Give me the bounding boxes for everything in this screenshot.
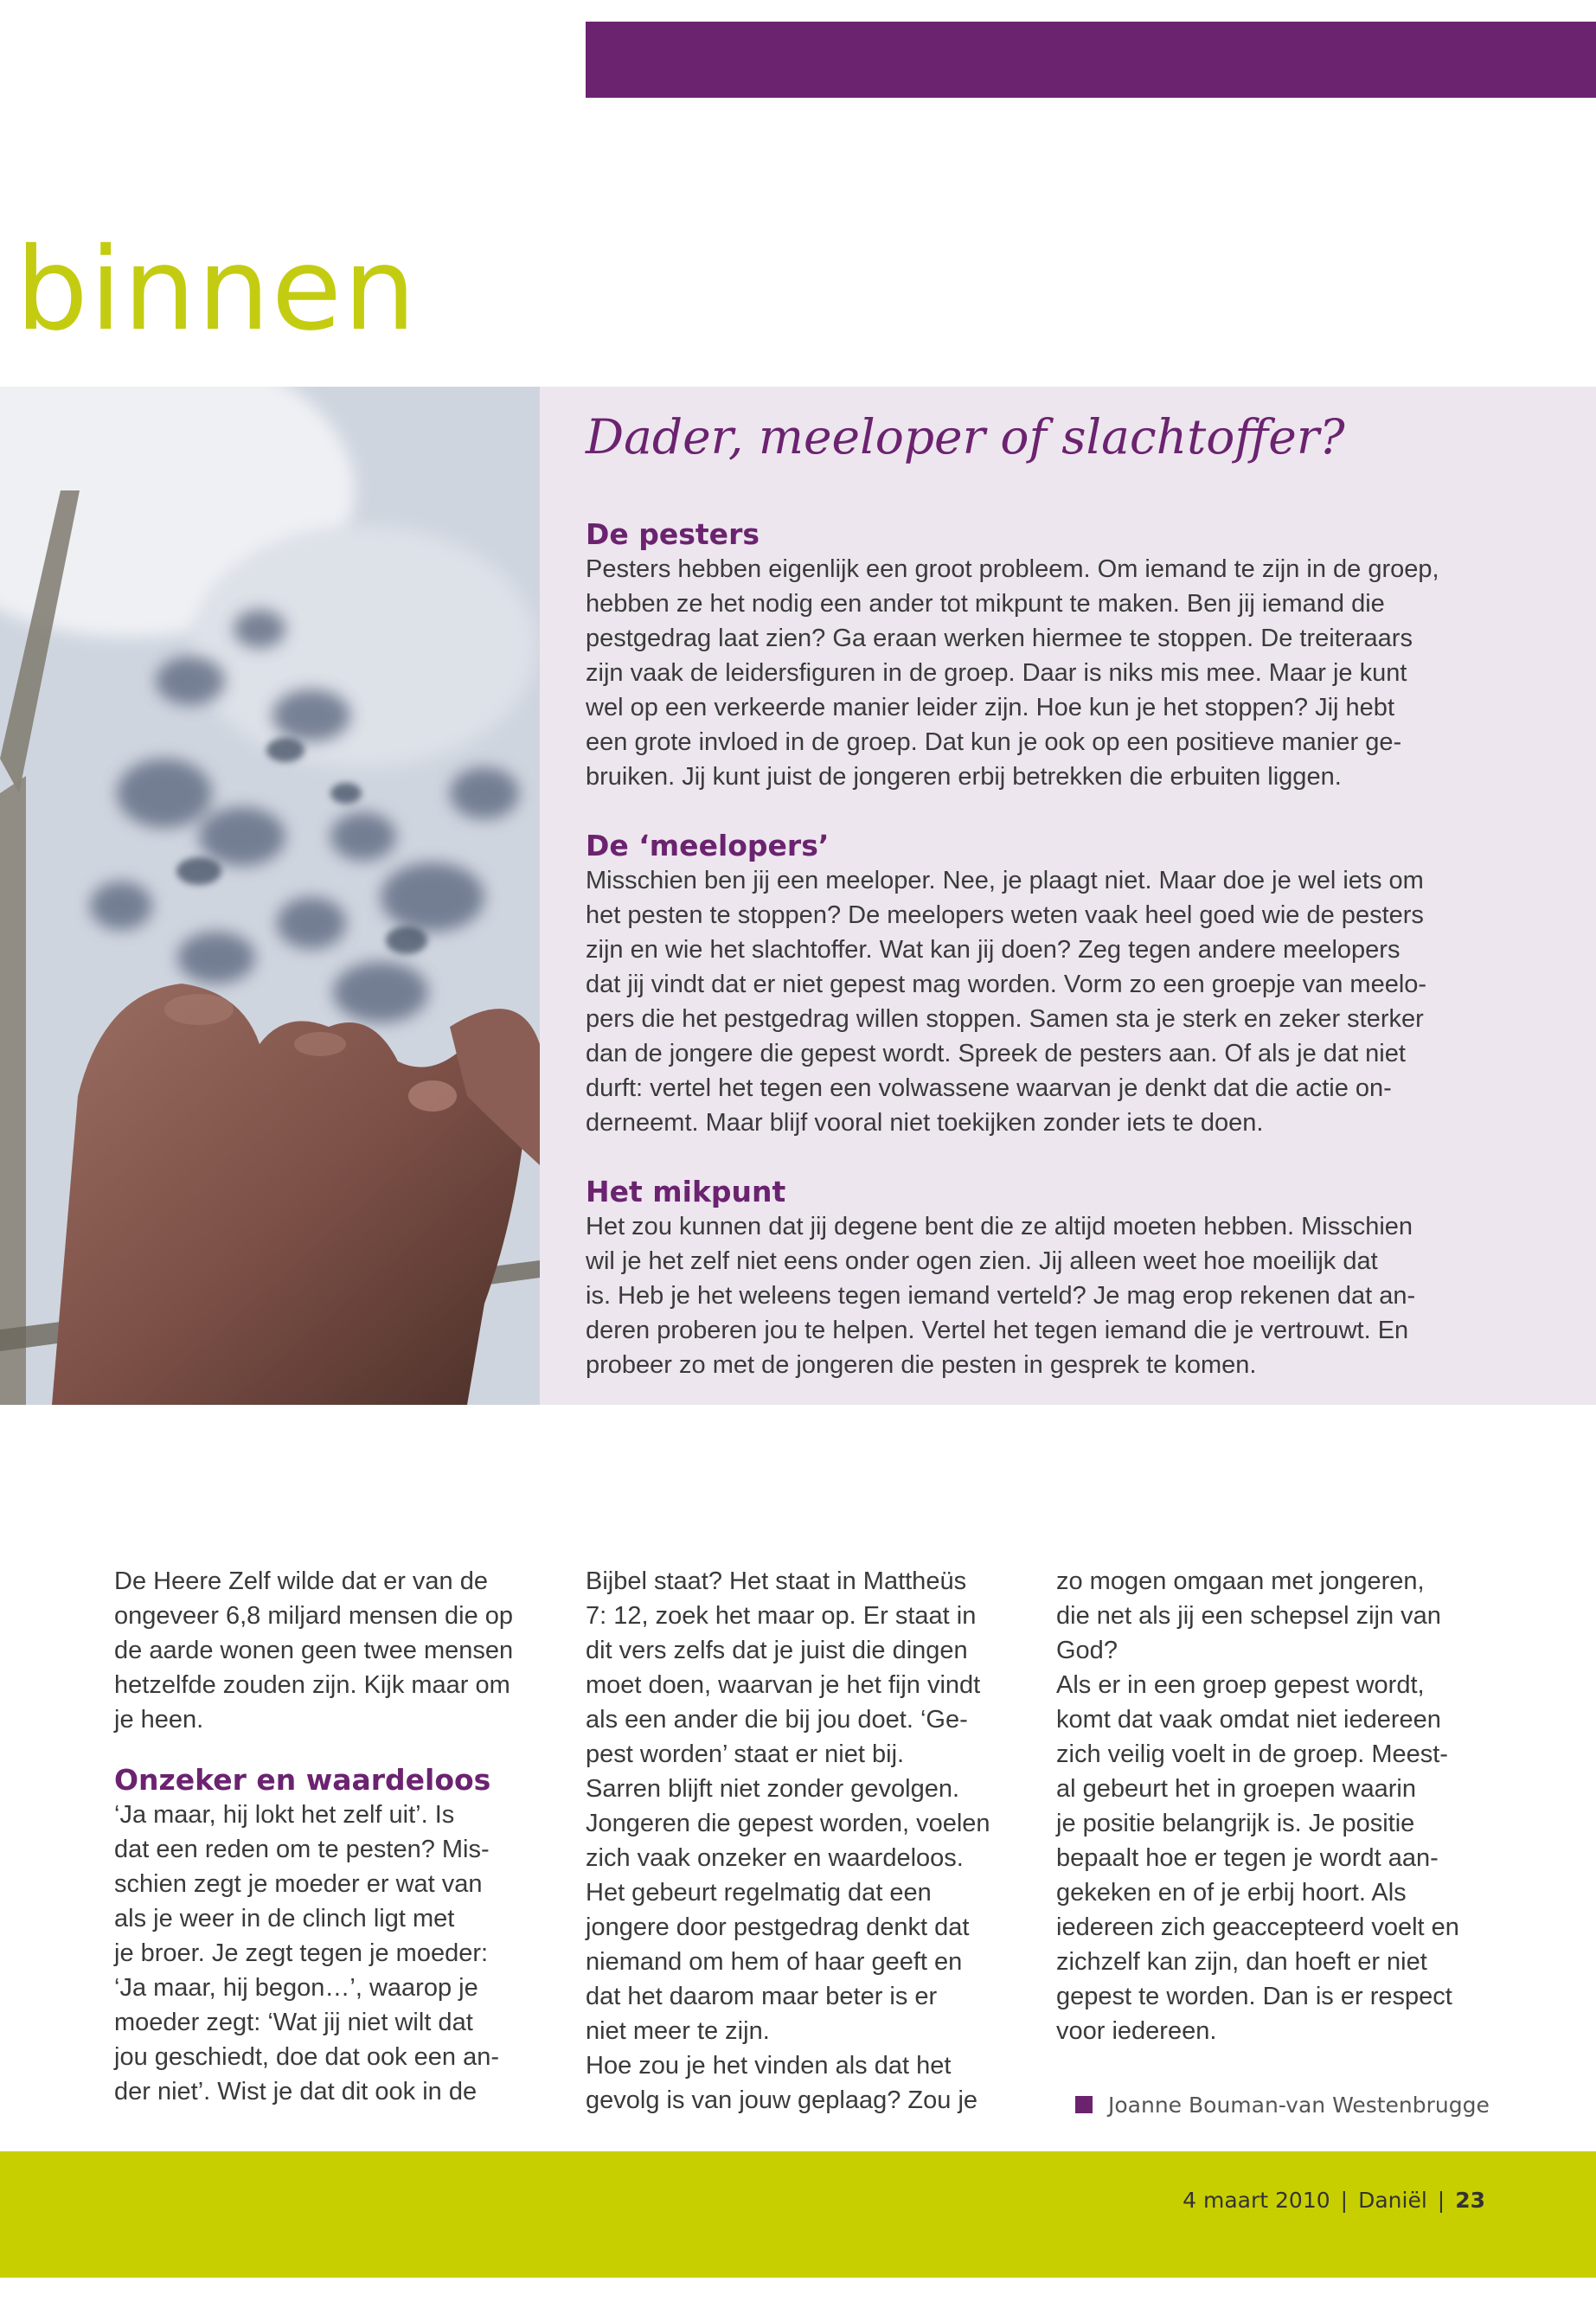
text-line: derneemt. Maar blijf vooral niet toekijken zonder iets te doen.	[586, 1109, 1264, 1137]
text-line: God?	[1056, 1637, 1118, 1664]
section-het-mikpunt	[586, 1175, 1494, 1382]
text-line: dat het daarom maar beter is er	[586, 1983, 938, 2010]
text-line: dat een reden om te pesten? Mis-	[114, 1836, 490, 1863]
text-line: pers die het pestgedrag willen stoppen. Samen sta je sterk en zeker sterker	[586, 1005, 1424, 1033]
text-line: Als er in een groep gepest wordt,	[1056, 1671, 1425, 1699]
page-number: 23	[1455, 2188, 1485, 2213]
text-line: gevolg is van jouw geplaag? Zou je	[586, 2086, 978, 2114]
text-line: de aarde wonen geen twee mensen	[114, 1637, 514, 1664]
text-line: zichzelf kan zijn, dan hoeft er niet	[1056, 1948, 1427, 1976]
square-bullet-icon	[1075, 2096, 1093, 2113]
text-line: die net als jij een schepsel zijn van	[1056, 1602, 1441, 1630]
text-line: pest worden’ staat er niet bij.	[586, 1740, 905, 1768]
body-column-3	[1056, 1564, 1506, 2048]
footer-bar	[0, 2151, 1596, 2278]
text-line: ‘Ja maar, hij lokt het zelf uit’. Is	[114, 1801, 455, 1829]
article-title: Dader, meeloper of slachtoffer?	[586, 409, 1345, 465]
text-line: pestgedrag laat zien? Ga eraan werken hiermee te stoppen. De treiteraars	[586, 625, 1413, 652]
text-line: dit vers zelfs dat je juist die dingen	[586, 1637, 968, 1664]
text-line: jou geschiedt, doe dat ook een an-	[114, 2043, 499, 2071]
issue-date: 4 maart 2010	[1183, 2188, 1330, 2213]
text-line: dan de jongere die gepest wordt. Spreek de pesters aan. Of als je dat niet	[586, 1040, 1406, 1067]
text-line: schien zegt je moeder er wat van	[114, 1870, 483, 1898]
author-name: Joanne Bouman-van Westenbrugge	[1108, 2093, 1490, 2118]
text-line: een grote invloed in de groep. Dat kun je ook op een positieve manier ge-	[586, 728, 1402, 756]
text-line: dat jij vindt dat er niet gepest mag worden. Vorm zo een groepje van meelo-	[586, 971, 1427, 998]
text-line: bepaalt hoe er tegen je wordt aan-	[1056, 1844, 1439, 1872]
text-line: zo mogen omgaan met jongeren,	[1056, 1567, 1425, 1595]
section-de-pesters	[586, 517, 1494, 794]
text-line: Misschien ben jij een meeloper. Nee, je plaagt niet. Maar doe je wel iets om	[586, 867, 1424, 894]
text-line: als een ander die bij jou doet. ‘Ge-	[586, 1706, 968, 1734]
text-line: gepest te worden. Dan is er respect	[1056, 1983, 1452, 2010]
text-line: bruiken. Jij kunt juist de jongeren erbij betrekken die erbuiten liggen.	[586, 763, 1342, 791]
hand-window-photo	[0, 387, 540, 1405]
text-line: als je weer in de clinch ligt met	[114, 1905, 455, 1932]
text-line: Het gebeurt regelmatig dat een	[586, 1879, 932, 1907]
text-line: je positie belangrijk is. Je positie	[1056, 1810, 1415, 1837]
section-heading: De pesters	[586, 517, 760, 551]
body-column-1	[114, 1564, 564, 2109]
text-line: ongeveer 6,8 miljard mensen die op	[114, 1602, 514, 1630]
text-line: niet meer te zijn.	[586, 2017, 770, 2045]
text-line: hetzelfde zouden zijn. Kijk maar om	[114, 1671, 510, 1699]
text-line: moeder zegt: ‘Wat jij niet wilt dat	[114, 2009, 473, 2036]
text-line: Hoe zou je het vinden als dat het	[586, 2052, 952, 2080]
magazine-name: Daniël	[1358, 2188, 1427, 2213]
text-line: zijn vaak de leidersfiguren in de groep. Daar is niks mis mee. Maar je kunt	[586, 659, 1407, 687]
text-line: moet doen, waarvan je het fijn vindt	[586, 1671, 981, 1699]
author-credit	[1075, 2088, 1490, 2123]
text-line: gekeken en of je erbij hoort. Als	[1056, 1879, 1407, 1907]
section-de-meelopers	[586, 829, 1494, 1140]
text-line: ‘Ja maar, hij begon…’, waarop je	[114, 1974, 478, 2002]
section-heading: Het mikpunt	[586, 1175, 786, 1208]
text-line: zich vaak onzeker en waardeloos.	[586, 1844, 964, 1872]
text-line: probeer zo met de jongeren die pesten in gesprek te komen.	[586, 1351, 1257, 1379]
text-line: hebben ze het nodig een ander tot mikpunt te maken. Ben jij iemand die	[586, 590, 1385, 618]
section-heading: Onzeker en waardeloos	[114, 1763, 491, 1797]
text-line: iedereen zich geaccepteerd voelt en	[1056, 1913, 1459, 1941]
body-column-2	[586, 1564, 1035, 2118]
text-line: durft: vertel het tegen een volwassene waarvan je denkt dat die actie on-	[586, 1074, 1392, 1102]
text-line: is. Heb je het weleens tegen iemand verteld? Je mag erop rekenen dat an-	[586, 1282, 1416, 1310]
text-line: 7: 12, zoek het maar op. Er staat in	[586, 1602, 977, 1630]
text-line: deren proberen jou te helpen. Vertel het tegen iemand die je vertrouwt. En	[586, 1317, 1409, 1344]
section-title: binnen	[16, 223, 418, 356]
text-line: voor iedereen.	[1056, 2017, 1217, 2045]
text-line: komt dat vaak omdat niet iedereen	[1056, 1706, 1441, 1734]
top-color-bar	[586, 22, 1596, 98]
text-line: Bijbel staat? Het staat in Mattheüs	[586, 1567, 967, 1595]
text-line: wil je het zelf niet eens onder ogen zien. Jij alleen weet hoe moeilijk dat	[586, 1247, 1378, 1275]
text-line: al gebeurt het in groepen waarin	[1056, 1775, 1416, 1803]
text-line: jongere door pestgedrag denkt dat	[586, 1913, 970, 1941]
text-line: zijn en wie het slachtoffer. Wat kan jij doen? Zeg tegen andere meelopers	[586, 936, 1401, 964]
text-line: je broer. Je zegt tegen je moeder:	[114, 1939, 489, 1967]
separator: |	[1340, 2188, 1349, 2213]
text-line: zich veilig voelt in de groep. Meest-	[1056, 1740, 1448, 1768]
text-line: het pesten te stoppen? De meelopers weten vaak heel goed wie de pesters	[586, 901, 1424, 929]
text-line: Jongeren die gepest worden, voelen	[586, 1810, 990, 1837]
text-line: Pesters hebben eigenlijk een groot probleem. Om iemand te zijn in de groep,	[586, 555, 1439, 583]
text-line: Het zou kunnen dat jij degene bent die ze altijd moeten hebben. Misschien	[586, 1213, 1413, 1240]
text-line: je heen.	[114, 1706, 204, 1734]
separator: |	[1437, 2188, 1445, 2213]
text-line: Sarren blijft niet zonder gevolgen.	[586, 1775, 960, 1803]
section-heading: De ‘meelopers’	[586, 829, 830, 862]
text-line: wel op een verkeerde manier leider zijn. Hoe kun je het stoppen? Jij hebt	[586, 694, 1394, 721]
text-line: der niet’. Wist je dat dit ook in de	[114, 2078, 478, 2106]
text-line: niemand om hem of haar geeft en	[586, 1948, 963, 1976]
text-line: De Heere Zelf wilde dat er van de	[114, 1567, 488, 1595]
footer-info	[1183, 2187, 1485, 2214]
